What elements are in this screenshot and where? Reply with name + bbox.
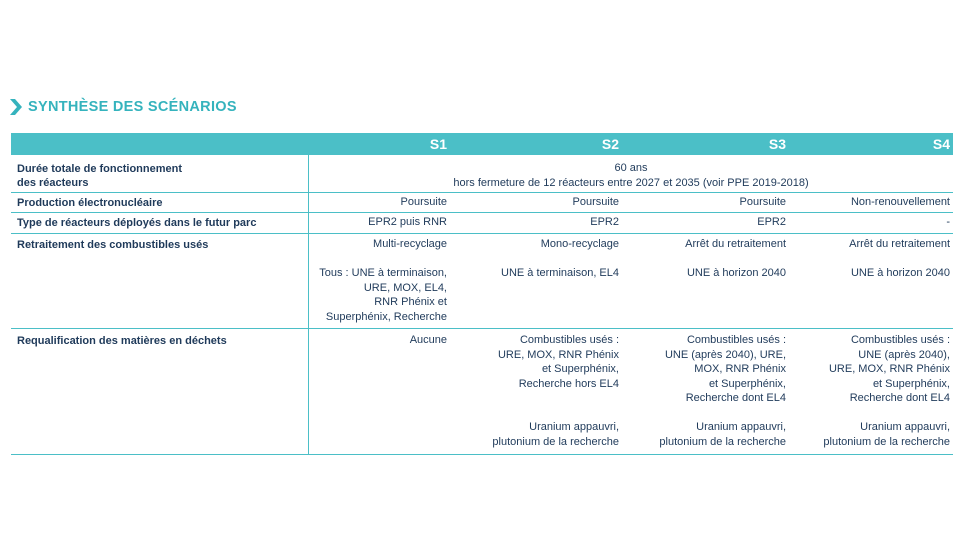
- header-s4: S4: [932, 136, 950, 152]
- cell-s4-detail: UNE à horizon 2040: [850, 267, 950, 279]
- cell-s2: Combustibles usés : URE, MOX, RNR Phénix et Superphénix, Recherche hors EL4: [497, 334, 619, 390]
- row-label-requalification: Requalification des matières en déchets: [17, 335, 227, 347]
- header-s3: S3: [768, 136, 786, 152]
- cell-s2: EPR2: [590, 216, 619, 228]
- scenarios-table: [11, 133, 953, 455]
- cell-s3: Combustibles usés : UNE (après 2040), URE, MOX, RNR Phénix et Superphénix, Recherche dont EL4: [664, 334, 786, 404]
- cell-s3: Arrêt du retraitement: [685, 238, 786, 250]
- table-row: [11, 234, 953, 329]
- cell-s3-detail: UNE à horizon 2040: [686, 267, 786, 279]
- table-header: [11, 133, 953, 155]
- section-heading: [10, 97, 237, 117]
- table-row: [11, 213, 953, 234]
- cell-s3-detail: Uranium appauvri, plutonium de la recherche: [659, 421, 786, 448]
- header-s1: S1: [429, 136, 447, 152]
- table-row: [11, 193, 953, 213]
- row-label-retraitement: Retraitement des combustibles usés: [17, 239, 209, 251]
- section-title: SYNTHÈSE DES SCÉNARIOS: [28, 99, 237, 115]
- cell-s1: Multi-recyclage: [373, 238, 447, 250]
- cell-s1: Poursuite: [400, 196, 447, 208]
- cell-s4: Combustibles usés : UNE (après 2040), URE, MOX, RNR Phénix et Superphénix, Recherche dont EL4: [828, 334, 950, 404]
- cell-s2: Poursuite: [572, 196, 619, 208]
- cell-s1-detail: Tous : UNE à terminaison, URE, MOX, EL4, RNR Phénix et Superphénix, Recherche: [319, 267, 447, 323]
- cell-s2: Mono-recyclage: [540, 238, 619, 250]
- cell-s4: -: [946, 216, 950, 228]
- table-row: [11, 155, 953, 193]
- cell-s2-detail: UNE à terminaison, EL4: [501, 267, 619, 279]
- row-label-type: Type de réacteurs déployés dans le futur parc: [17, 217, 257, 229]
- table-row: [11, 329, 953, 455]
- row-label-duree: Durée totale de fonctionnement des réacteurs: [17, 163, 183, 189]
- chevron-right-icon: [10, 99, 22, 115]
- header-s2: S2: [601, 136, 619, 152]
- cell-s1: EPR2 puis RNR: [368, 216, 447, 228]
- cell-s3: EPR2: [757, 216, 786, 228]
- cell-s4: Arrêt du retraitement: [849, 238, 950, 250]
- cell-s3: Poursuite: [739, 196, 786, 208]
- row-value-duree: 60 ans hors fermeture de 12 réacteurs entre 2027 et 2035 (voir PPE 2019-2018): [453, 162, 809, 189]
- row-label-production: Production électronucléaire: [17, 197, 163, 209]
- cell-s2-detail: Uranium appauvri, plutonium de la recherche: [492, 421, 619, 448]
- cell-s4: Non-renouvellement: [850, 196, 950, 208]
- cell-s4-detail: Uranium appauvri, plutonium de la recherche: [823, 421, 950, 448]
- cell-s1: Aucune: [409, 334, 447, 346]
